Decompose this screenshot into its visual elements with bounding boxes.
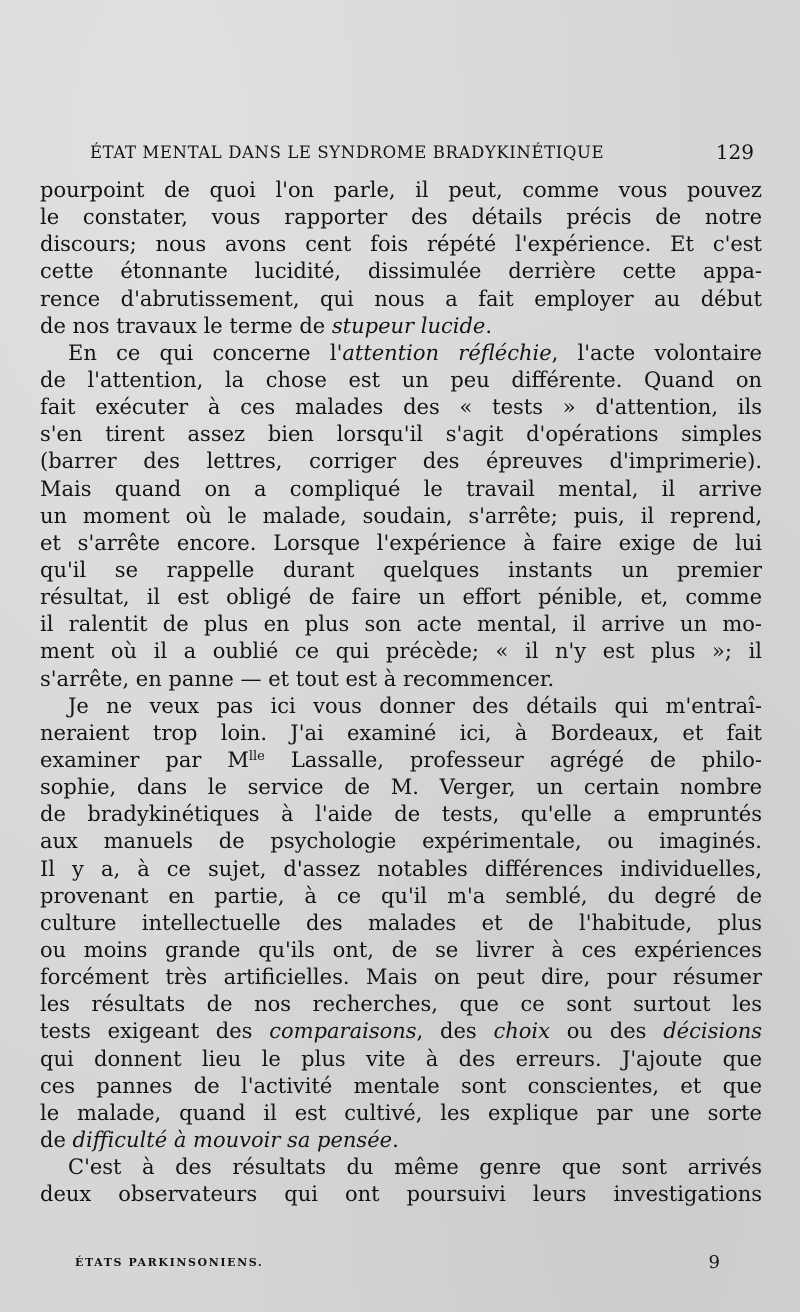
text-line: fait exécuter à ces malades des « tests » d'attention, ils [40,395,762,420]
text-line: les résultats de nos recherches, que ce sont surtout les [40,992,762,1017]
text-line: il ralentit de plus en plus son acte mental, il arrive un mo- [40,612,762,637]
text-line [40,747,762,774]
text-line [40,1018,762,1045]
text-line: pourpoint de quoi l'on parle, il peut, comme vous pouvez [40,178,762,202]
text-run: . [392,1127,399,1152]
text-line: rence d'abrutissement, qui nous a fait employer au début [40,286,762,311]
text-run: Lassalle, professeur agrégé de philo- [264,747,762,772]
text-run: , des [416,1019,494,1044]
text-line: s'en tirent assez bien lorsqu'il s'agit d'opérations simples [40,422,762,447]
text-run: En ce qui concerne l' [68,340,343,365]
signature-mark: ÉTATS PARKINSONIENS. [75,1256,264,1269]
text-line: sophie, dans le service de M. Verger, un certain nombre [40,775,762,800]
text-run: , l'acte volontaire [551,340,762,365]
text-line: aux manuels de psychologie expérimentale, ou imaginés. [40,829,762,854]
text-line: de l'attention, la chose est un peu différente. Quand on [40,367,762,392]
text-line: un moment où le malade, soudain, s'arrête; puis, il reprend, [40,503,762,528]
text-line: résultat, il est obligé de faire un effort pénible, et, comme [40,585,762,610]
superscript: lle [248,748,265,764]
text-line: qui donnent lieu le plus vite à des erreurs. J'ajoute que [40,1046,762,1071]
page-number: 129 [715,140,754,164]
italic-phrase: attention réfléchie [342,340,552,365]
text-run: de [40,1127,73,1152]
body-text [40,177,762,1208]
text-line: forcément très artificielles. Mais on peut dire, pour résumer [40,965,762,990]
text-line: le malade, quand il est cultivé, les explique par une sorte [40,1100,762,1125]
text-line [40,1127,762,1154]
text-line: cette étonnante lucidité, dissimulée derrière cette appa- [40,259,762,284]
sheet-number: 9 [708,1252,720,1273]
text-line: ou moins grande qu'ils ont, de se livrer à ces expériences [40,937,762,962]
text-line: C'est à des résultats du même genre que sont arrivés [68,1155,762,1180]
text-line: Je ne veux pas ici vous donner des détails qui m'entraî- [68,693,762,718]
text-line: ces pannes de l'activité mentale sont conscientes, et que [40,1073,762,1098]
text-line: culture intellectuelle des malades et de l'habitude, plus [40,910,762,935]
text-line: Mais quand on a compliqué le travail mental, il arrive [40,476,762,501]
text-line: et s'arrête encore. Lorsque l'expérience à faire exige de lui [40,530,762,555]
text-line: provenant en partie, à ce qu'il m'a semblé, du degré de [40,883,762,908]
text-line: ment où il a oublié ce qui précède; « il n'y est plus »; il [40,639,762,664]
text-run: . [485,313,493,338]
text-run: de nos travaux le terme de [40,313,332,338]
text-run: tests exigeant des [40,1019,270,1044]
text-line [40,340,762,367]
italic-phrase: comparaisons [269,1019,417,1044]
text-line: s'arrête, en panne — et tout est à recommencer. [40,666,555,691]
text-line: deux observateurs qui ont poursuivi leurs investigations [40,1182,762,1207]
running-head-title: ÉTAT MENTAL DANS LE SYNDROME BRADYKINÉTIQUE [90,143,605,162]
italic-phrase: stupeur lucide [331,313,486,338]
text-line: (barrer des lettres, corriger des épreuves d'imprimerie). [40,449,762,474]
italic-phrase: difficulté à mouvoir sa pensée [72,1127,393,1152]
text-line: le constater, vous rapporter des détails précis de notre [40,205,762,230]
text-run: ou des [549,1019,664,1044]
text-line: de bradykinétiques à l'aide de tests, qu'elle a empruntés [40,802,762,827]
text-run: examiner par M [40,747,249,772]
text-line: discours; nous avons cent fois répété l'expérience. Et c'est [40,232,762,257]
text-line: Il y a, à ce sujet, d'assez notables différences individuelles, [40,856,762,881]
text-line: qu'il se rappelle durant quelques instants un premier [40,557,762,582]
text-line [40,313,762,340]
italic-phrase: choix [493,1019,550,1044]
italic-phrase: décisions [663,1019,763,1044]
text-line: neraient trop loin. J'ai examiné ici, à Bordeaux, et fait [40,720,762,745]
